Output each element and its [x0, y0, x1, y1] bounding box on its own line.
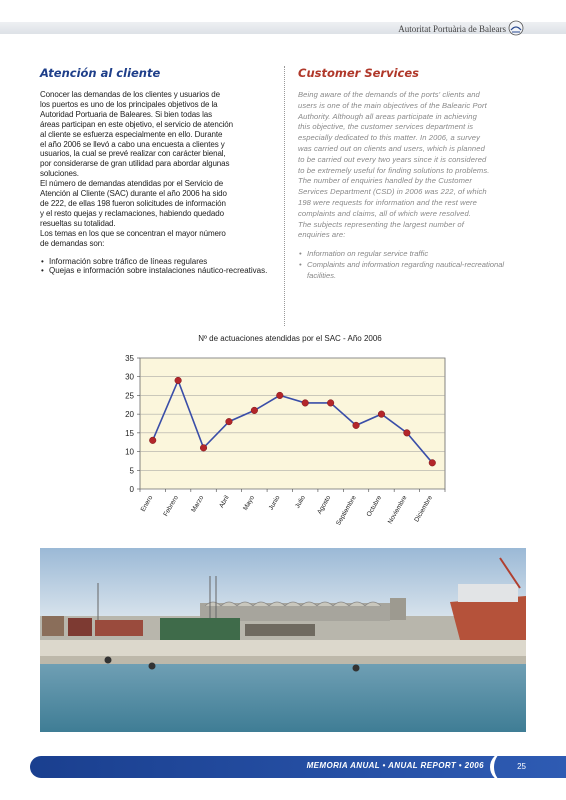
x-tick-label: Febrero: [162, 494, 180, 518]
text-line: Being aware of the demands of the ports' clients and: [298, 90, 480, 99]
y-tick-label: 5: [129, 466, 134, 476]
y-tick-label: 35: [125, 354, 134, 363]
text-line: this objective, the customer services department is: [298, 122, 474, 132]
text-line: enquiries are:: [298, 230, 346, 240]
text-line: y el resto quejas y reclamaciones, habiendo quedado: [40, 208, 224, 218]
text-line: Authority. Although all areas participate in achieving: [298, 111, 477, 121]
text-line: soluciones.: [40, 169, 79, 179]
x-tick-label: Agosto: [316, 494, 333, 516]
x-tick-label: Noviembre: [386, 494, 409, 526]
list-item: • Información sobre tráfico de líneas regulares: [40, 257, 272, 267]
data-point: [149, 437, 156, 444]
column-divider: [284, 66, 285, 326]
x-tick-label: Abril: [218, 494, 231, 510]
x-tick-label: Septiembre: [335, 494, 358, 527]
text-line: especially dedicated to this matter. In 2006, a survey: [298, 133, 480, 143]
data-point: [327, 400, 334, 407]
y-tick-label: 0: [129, 485, 134, 494]
x-tick-label: Junio: [267, 494, 282, 512]
right-column: [298, 66, 530, 282]
text-line: The subjects representing the largest number of: [298, 219, 464, 229]
data-point: [276, 392, 283, 399]
section-heading-es: Atención al cliente: [40, 66, 161, 80]
data-point: [200, 445, 207, 452]
x-tick-label: Diciembre: [413, 494, 435, 524]
paragraph-en: [298, 90, 530, 241]
page-number: 25: [517, 762, 526, 771]
text-line: Autoridad Portuaria de Baleares. Si bien todas las: [40, 109, 212, 119]
text-line: el año 2006 se llevó a cabo una encuesta a clientes y: [40, 139, 225, 149]
footer-decoration: [490, 752, 520, 782]
text-line: áreas participan en este objetivo, el servicio de atención: [40, 119, 233, 129]
data-point: [429, 460, 436, 467]
text-line: los puertos es uno de los principales objetivos de la: [40, 99, 218, 109]
bullet-list-es: [40, 257, 272, 277]
data-point: [378, 411, 385, 418]
text-line: The number of enquiries handled by the Customer: [298, 176, 472, 186]
left-column: [40, 66, 272, 276]
data-point: [251, 407, 258, 414]
text-line: Conocer las demandas de los clientes y usuarios de: [40, 90, 220, 99]
line-chart: [100, 328, 460, 543]
text-line: to be extremely useful for finding solutions to problems.: [298, 165, 490, 175]
plot-area: [140, 358, 445, 489]
chart-title: Nº de actuaciones atendidas por el SAC - Año 2006: [198, 334, 382, 343]
text-line: resueltas su totalidad.: [40, 218, 116, 228]
text-line: Los temas en los que se concentran el mayor número: [40, 228, 226, 238]
data-point: [404, 430, 411, 437]
text-line: Services Department (CSD) in 2006 was 222, of which: [298, 187, 487, 197]
text-line: users is one of the main objectives of the Balearic Port: [298, 100, 487, 110]
y-tick-label: 15: [125, 428, 134, 438]
section-heading-en: Customer Services: [298, 66, 419, 80]
list-item: • Quejas e información sobre instalaciones náutico-recreativas.: [40, 266, 272, 276]
data-point: [226, 418, 233, 425]
y-tick-label: 25: [125, 391, 134, 401]
data-point: [353, 422, 360, 429]
text-line: El número de demandas atendidas por el Servicio de: [40, 179, 224, 189]
x-tick-label: Mayo: [242, 494, 257, 512]
footer-bar: [30, 756, 566, 778]
y-tick-label: 10: [125, 447, 134, 457]
text-line: al cliente se esfuerza especialmente en ello. Durante: [40, 129, 223, 139]
text-line: complaints and claims, all of which were resolved.: [298, 208, 471, 218]
y-tick-label: 30: [125, 372, 134, 382]
data-point: [175, 377, 182, 384]
list-item: • Information on regular service traffic: [298, 249, 530, 260]
bullet-list-en: [298, 249, 530, 281]
text-line: por considerarse de gran utilidad para abordar algunas: [40, 159, 230, 169]
text-line: was carried out on clients and users, which is planned: [298, 143, 485, 153]
x-tick-label: Enero: [139, 494, 155, 514]
text-line: usuarios, la cual se prevé realizar con carácter bienal,: [40, 149, 226, 159]
data-point: [302, 400, 309, 407]
port-authority-logo-icon: [508, 20, 524, 36]
text-line: 198 were requests for information and the rest were: [298, 197, 478, 207]
text-line: de 222, de ellas 198 fueron solicitudes de información: [40, 198, 226, 208]
x-tick-label: Julio: [294, 494, 307, 510]
y-tick-label: 20: [125, 410, 134, 420]
port-photo: [40, 548, 526, 732]
footer-text: MEMORIA ANUAL • ANUAL REPORT • 2006: [306, 761, 484, 770]
x-tick-label: Marzo: [190, 494, 206, 514]
text-line: de demandas son:: [40, 238, 105, 248]
paragraph-es: [40, 90, 272, 249]
x-tick-label: Octubre: [365, 494, 384, 519]
header-title: Autoritat Portuària de Balears: [398, 24, 506, 34]
list-item: • Complaints and information regarding nautical-recreational facilities.: [298, 260, 530, 282]
text-line: Atención al Cliente (SAC) durante el año 2006 ha sido: [40, 189, 227, 199]
text-line: to be carried out every two years since it is considered: [298, 154, 487, 164]
